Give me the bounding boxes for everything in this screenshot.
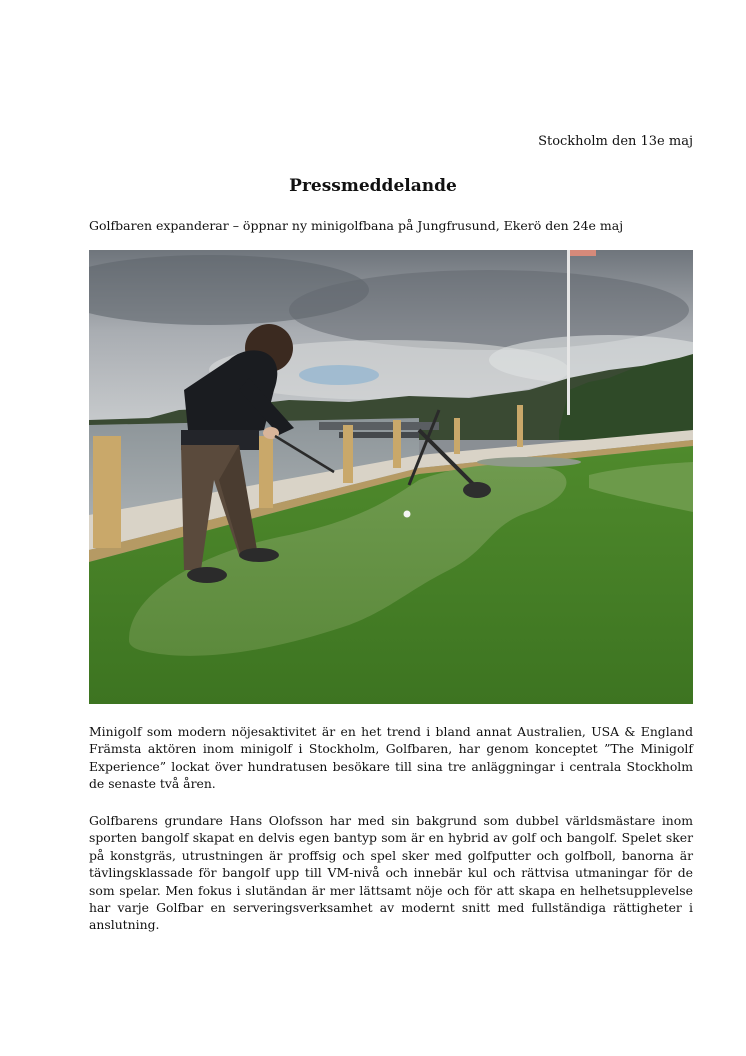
photo-minigolf-player-icon [89, 250, 693, 704]
minigolf-photo [89, 250, 693, 704]
page-title: Pressmeddelande [289, 176, 457, 196]
paragraph: Golfbarens grundare Hans Olofsson har med sin bakgrund som dubbel världsmästare inom sporten bangolf skapat en delvis egen bantyp som är en hybrid av golf och bangolf. Spelet sker på konstgräs, utrustningen är proffsig och spel sker med golfputter och golfboll, banorna är tävlingsklassade för bangolf upp till VM-nivå och innebär kul och rättvisa utmaningar för de som spelar. Men fokus i slutändan är mer lättsamt nöje och för att skapa en helhetsupplevelse har varje Golfbar en serveringsverksamhet av modernt snitt med fullständiga rättigheter i anslutning. [89, 813, 693, 933]
subtitle: Golfbaren expanderar – öppnar ny minigolfbana på Jungfrusund, Ekerö den 24e maj [89, 218, 624, 233]
dateline: Stockholm den 13e maj [538, 134, 693, 149]
paragraph: Minigolf som modern nöjesaktivitet är en het trend i bland annat Australien, USA & England Främsta aktören inom minigolf i Stockholm, Golfbaren, har genom konceptet ”The Minigolf Experience” lockat över hundratusen besökare till sina tre anläggningar i centrala Stockholm de senaste två åren. [89, 724, 693, 792]
